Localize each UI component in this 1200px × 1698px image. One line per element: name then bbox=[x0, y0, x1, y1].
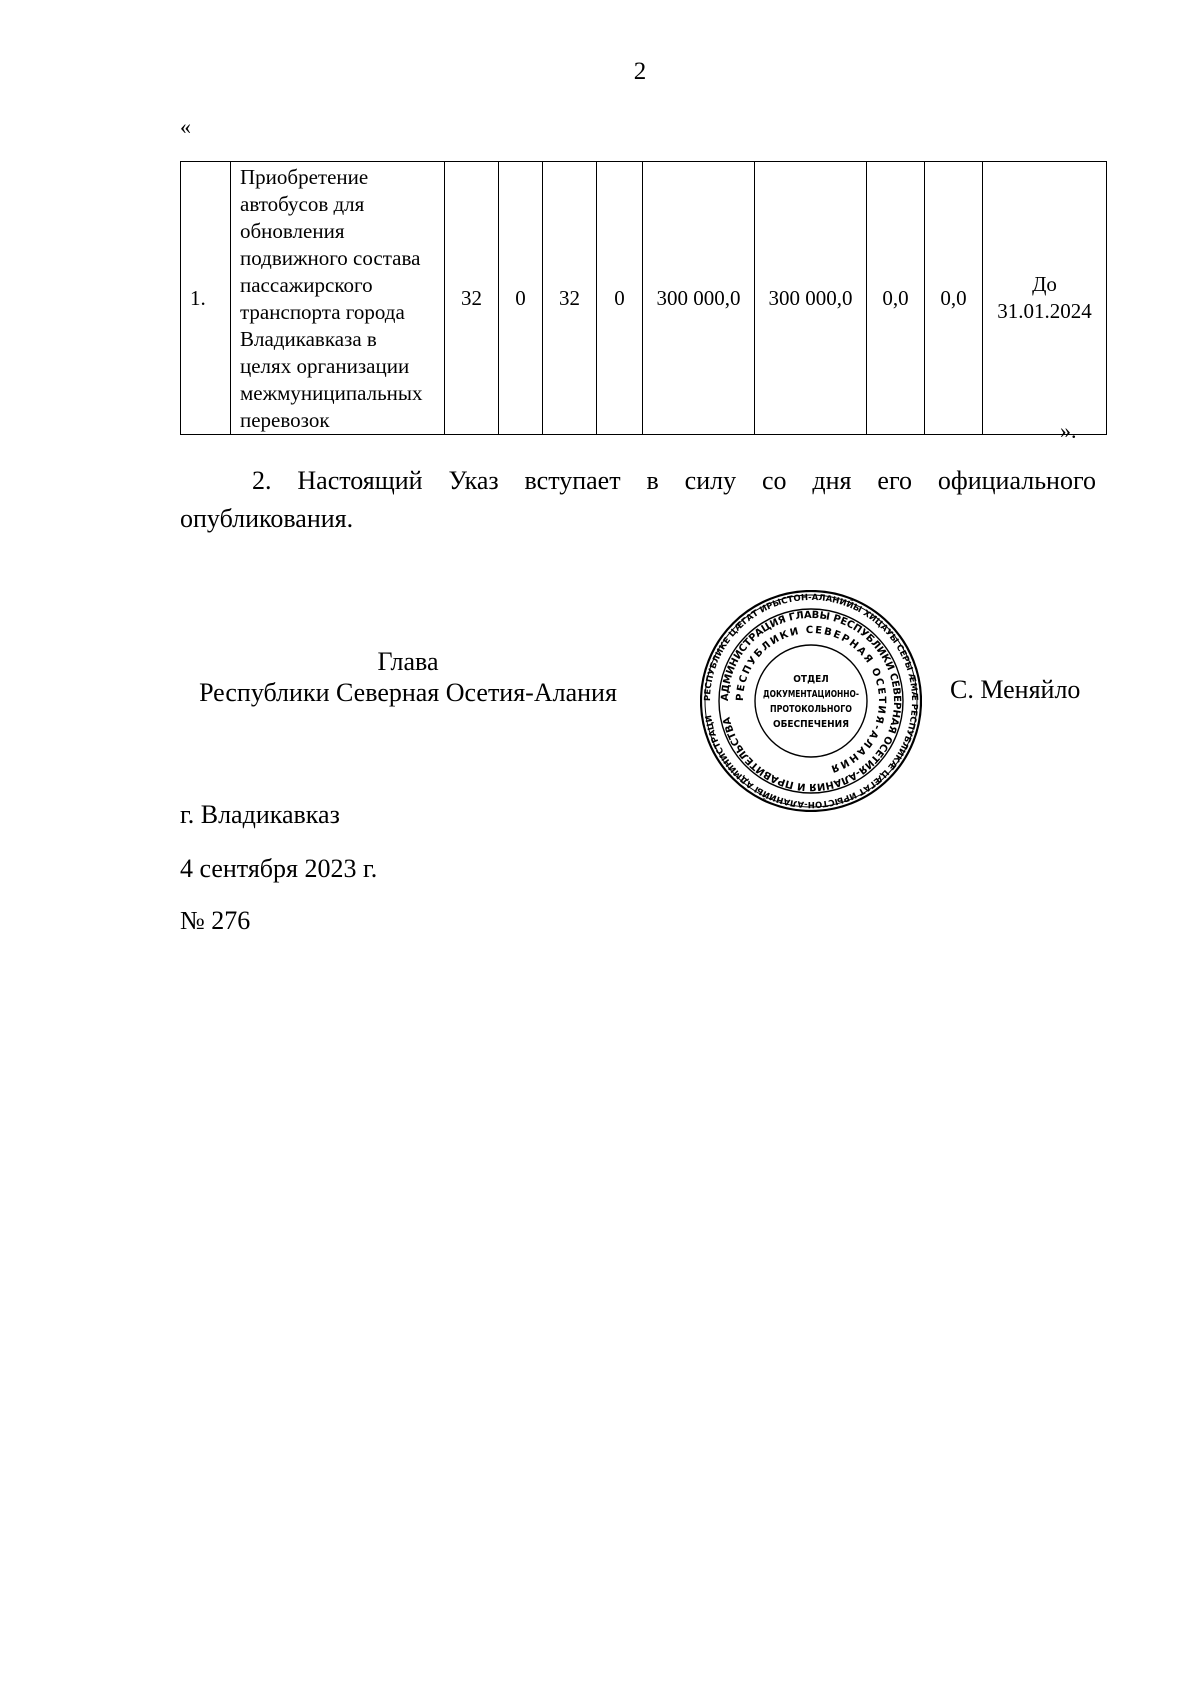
description-line: Приобретение bbox=[240, 165, 369, 189]
stamp-center-line: ПРОТОКОЛЬНОГО bbox=[770, 704, 853, 715]
signature-title bbox=[180, 646, 636, 708]
signature-title-line: Глава bbox=[377, 647, 439, 676]
description-line: Владикавказа в bbox=[240, 327, 377, 351]
row-number-cell: 1. bbox=[181, 162, 231, 435]
opening-quote: « bbox=[180, 114, 191, 139]
deadline-date: 31.01.2024 bbox=[997, 299, 1092, 323]
paragraph-2: 2. Настоящий Указ вступает в силу со дня его официального опубликования. bbox=[180, 466, 1096, 533]
table-cell: 32 bbox=[445, 162, 499, 435]
description-line: перевозок bbox=[240, 408, 330, 432]
description-line: автобусов для bbox=[240, 192, 365, 216]
table-cell: 300 000,0 bbox=[643, 162, 755, 435]
description-line: межмуниципальных bbox=[240, 381, 423, 405]
document-date: 4 сентября 2023 г. bbox=[180, 854, 378, 883]
stamp-center-line: ОТДЕЛ bbox=[793, 674, 829, 685]
closing-quote: ». bbox=[1060, 418, 1077, 443]
table-cell: 0,0 bbox=[925, 162, 983, 435]
table-cell: 0 bbox=[597, 162, 643, 435]
table-row bbox=[181, 162, 1107, 435]
stamp-inner-text: РЕСПУБЛИКИ СЕВЕРНАЯ ОСЕТИЯ-АЛАНИЯ bbox=[734, 624, 888, 774]
signature-title-line: Республики Северная Осетия-Алания bbox=[199, 678, 617, 707]
table-cell: 32 bbox=[543, 162, 597, 435]
official-stamp bbox=[700, 590, 922, 812]
table-cell: 0 bbox=[499, 162, 543, 435]
page-number: 2 bbox=[633, 58, 647, 85]
stamp-center-line: ОБЕСПЕЧЕНИЯ bbox=[773, 719, 850, 730]
table-cell: 0,0 bbox=[867, 162, 925, 435]
deadline-cell bbox=[983, 162, 1107, 435]
description-line: обновления bbox=[240, 219, 345, 243]
description-cell bbox=[231, 162, 445, 435]
stamp-middle-text: АДМИНИСТРАЦИЯ ГЛАВЫ РЕСПУБЛИКИ СЕВЕРНАЯ ОСЕТИЯ-АЛАНИЯ И ПРАВИТЕЛЬСТВА bbox=[719, 609, 903, 793]
description-line: подвижного состава bbox=[240, 246, 421, 270]
description-line: пассажирского bbox=[240, 273, 373, 297]
measures-table-wrapper bbox=[180, 161, 1107, 435]
table-cell: 300 000,0 bbox=[755, 162, 867, 435]
description-line: транспорта города bbox=[240, 300, 405, 324]
description-line: целях организации bbox=[240, 354, 410, 378]
document-number: № 276 bbox=[180, 906, 251, 935]
deadline-prefix: До bbox=[1032, 272, 1057, 296]
measures-table bbox=[180, 161, 1107, 435]
city: г. Владикавказ bbox=[180, 800, 340, 829]
signatory-name: С. Меняйло bbox=[950, 675, 1081, 704]
stamp-outer-text: РЕСПУБЛИКЕ ЦÆГАТ ИРЫСТОН-АЛАНИЙЫ ХИЦАУЫ СЕРЫ ÆМÆ РЕСПУБЛИКÆ ЦÆГАТ ИРЫСТОН-АЛАНИЙЫ АДМИНИСТРАЦИ bbox=[702, 592, 920, 810]
stamp-center-line: ДОКУМЕНТАЦИОННО- bbox=[763, 689, 860, 700]
